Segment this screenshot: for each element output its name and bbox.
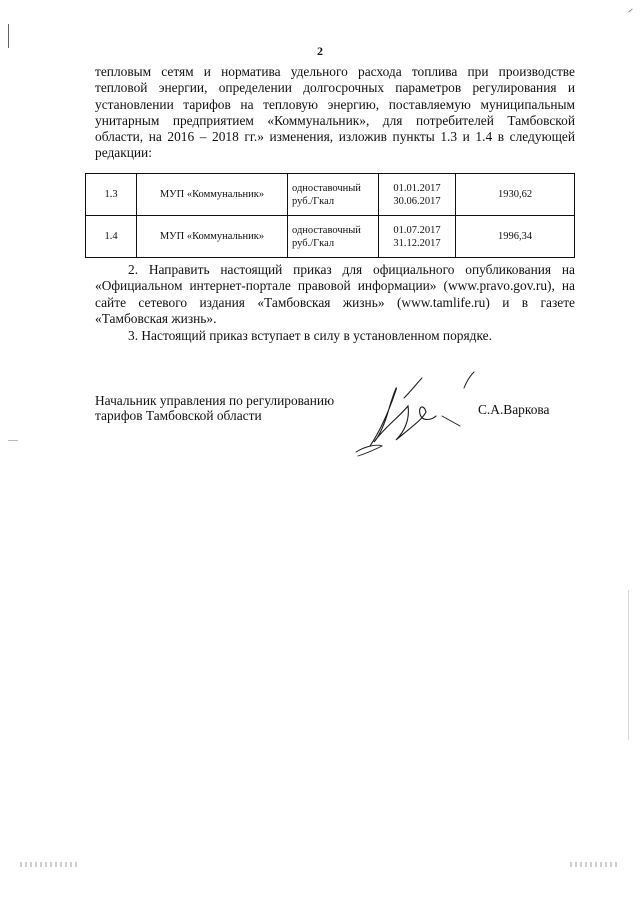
organization-cell: МУП «Коммунальник»	[137, 174, 288, 216]
scan-edge-mark	[628, 9, 632, 13]
tariff-unit-label: руб./Гкал	[292, 237, 335, 249]
scan-noise	[20, 862, 80, 867]
scan-edge-mark	[8, 440, 18, 441]
row-number: 1.4	[86, 216, 137, 258]
tariff-unit-label: руб./Гкал	[292, 195, 335, 207]
scan-edge-mark	[8, 24, 9, 48]
signer-title-line2: тарифов Тамбовской области	[95, 408, 262, 423]
signer-name: С.А.Варкова	[478, 402, 550, 417]
period-cell	[379, 174, 456, 216]
period-start: 01.01.2017	[393, 182, 441, 194]
scan-noise	[570, 862, 620, 867]
tariff-type-cell	[288, 174, 379, 216]
intro-paragraph: тепловым сетям и норматива удельного расхода топлива при производстве тепловой энергии, определении долгосрочных параметров регулирования и установлении тарифов на тепловую энергию, поставляемую муниципальным унитарным предприятием «Коммунальник», для потребителей Тамбовской области, на 2016 – 2018 гг.» изменения, изложив пункты 1.3 и 1.4 в следующей редакции:	[95, 64, 575, 161]
tariff-type-label: одноставочный	[292, 182, 361, 194]
row-number: 1.3	[86, 174, 137, 216]
tariff-value-cell: 1930,62	[456, 174, 575, 216]
period-cell	[379, 216, 456, 258]
table-row	[86, 216, 575, 258]
signer-title-line1: Начальник управления по регулированию	[95, 393, 335, 408]
period-end: 31.12.2017	[393, 237, 441, 249]
period-end: 30.06.2017	[393, 195, 441, 207]
organization-cell: МУП «Коммунальник»	[137, 216, 288, 258]
table-row	[86, 174, 575, 216]
publication-paragraph: 2. Направить настоящий приказ для официального опубликования на «Официальном интернет-портале правовой информации» (www.pravo.gov.ru), на сайте сетевого издания «Тамбовская жизнь» (www.tamlife.ru) и в газете «Тамбовская жизнь».	[95, 262, 575, 326]
page-number: 2	[317, 44, 323, 58]
tariff-value-cell: 1996,34	[456, 216, 575, 258]
tariff-type-label: одноставочный	[292, 224, 361, 236]
handwritten-signature	[352, 368, 492, 463]
signer-title	[95, 393, 334, 423]
tariff-table	[85, 173, 575, 258]
scan-edge-mark	[628, 590, 629, 740]
tariff-type-cell	[288, 216, 379, 258]
period-start: 01.07.2017	[393, 224, 441, 236]
effect-paragraph: 3. Настоящий приказ вступает в силу в установленном порядке.	[128, 328, 492, 343]
